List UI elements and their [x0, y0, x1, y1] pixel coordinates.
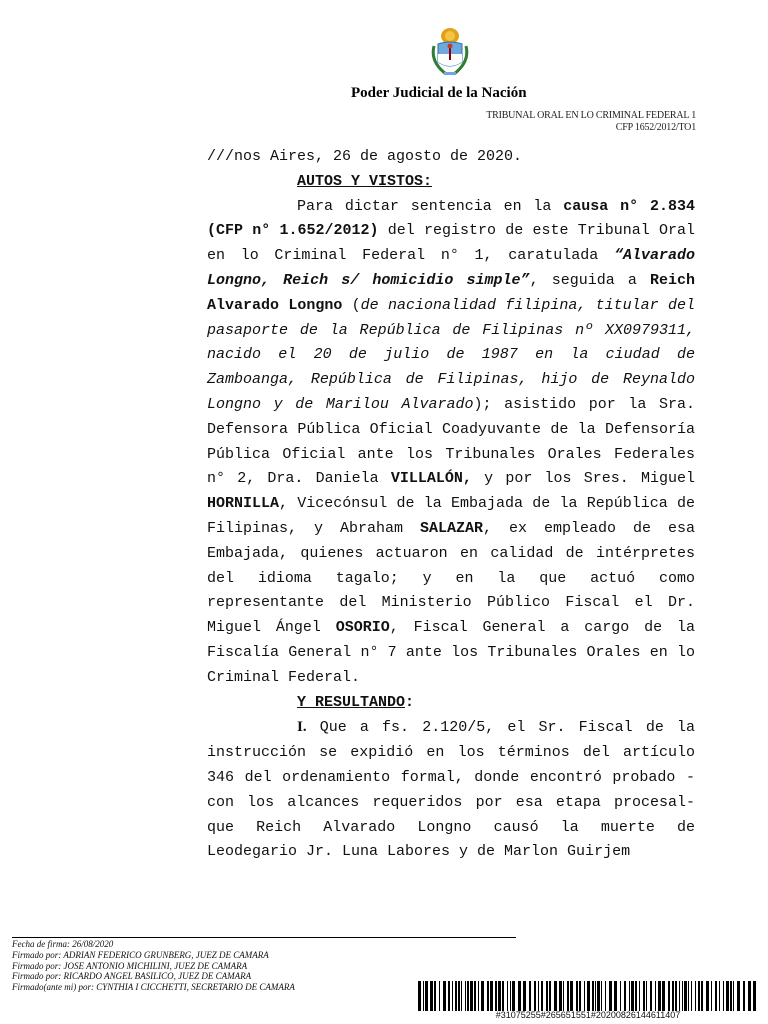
barcode-bar: [605, 981, 606, 1011]
case-number: causa n° 2.834 (CFP n° 1.652/2012): [207, 197, 695, 240]
barcode-bar: [643, 981, 645, 1011]
barcode-bar: [587, 981, 590, 1011]
barcode-bar: [675, 981, 677, 1011]
interpreter-surname-1: HORNILLA: [207, 495, 280, 513]
barcode-bar: [487, 981, 489, 1011]
barcode-bar: [688, 981, 689, 1011]
barcode-bar: [518, 981, 521, 1011]
defendant-details: de nacionalidad filipina, titular del pasaporte de la República de Filipinas nº XX0979311, nacido el 20 de julio de 1987 en la ciudad de Zamboanga, República de Filipinas, hijo de Reynaldo Longno y de Marilou Alvarado: [207, 296, 695, 413]
paragraph-resultando-1: [207, 715, 695, 865]
text-run: (: [342, 296, 361, 314]
barcode-bar: [470, 981, 473, 1011]
text-run: y por los Sres. Miguel: [471, 470, 695, 488]
barcode-bar: [639, 981, 640, 1011]
case-caption: “Alvarado Longno, Reich s/ homicidio simple”: [207, 247, 695, 289]
argentina-coat-of-arms-icon: [430, 24, 470, 80]
barcode-bar: [592, 981, 594, 1011]
barcode-bar: [549, 981, 551, 1011]
barcode-bar: [554, 981, 557, 1011]
barcode-bar: [733, 981, 734, 1011]
barcode-bar: [658, 981, 661, 1011]
signature-line: Firmado por: JOSE ANTONIO MICHILINI, JUEZ DE CAMARA: [12, 960, 248, 971]
barcode-bar: [425, 981, 428, 1011]
barcode-bar: [706, 981, 709, 1011]
barcode-bar: [507, 981, 508, 1011]
barcode-bar: [743, 981, 745, 1011]
barcode-bar: [467, 981, 469, 1011]
heading-autos-y-vistos: [207, 170, 695, 195]
heading-y-resultando: [207, 691, 695, 716]
heading-autos-label: AUTOS Y VISTOS:: [297, 172, 433, 190]
paragraph-autos: [207, 195, 695, 691]
barcode-bar: [452, 981, 453, 1011]
heading-resultando-label: Y RESULTANDO: [297, 693, 406, 711]
barcode-bar: [711, 981, 712, 1011]
barcode-bar: [684, 981, 687, 1011]
barcode-bar: [570, 981, 573, 1011]
defender-surname: VILLALÓN,: [390, 470, 472, 488]
barcode-bar: [668, 981, 670, 1011]
barcode-bar: [465, 981, 466, 1011]
barcode-bar: [512, 981, 515, 1011]
barcode-bar: [737, 981, 740, 1011]
signature-line: Fecha de firma: 26/08/2020: [12, 939, 114, 949]
barcode-bar: [576, 981, 578, 1011]
barcode-bar: [546, 981, 548, 1011]
barcode-bar: [430, 981, 433, 1011]
barcode-bar: [474, 981, 476, 1011]
barcode-bar: [695, 981, 696, 1011]
text-run: , Fiscal General a cargo de la Fiscalía General n° 7 ante los Tribunales Orales en lo Criminal Federal.: [207, 619, 695, 686]
barcode-bar: [595, 981, 596, 1011]
barcode-bar: [601, 981, 602, 1011]
barcode-bar: [495, 981, 497, 1011]
barcode-bar: [523, 981, 526, 1011]
barcode-bar: [455, 981, 457, 1011]
barcode-bar: [629, 981, 630, 1011]
barcode-bar: [631, 981, 634, 1011]
barcode-bar: [753, 981, 756, 1011]
barcode-bar: [461, 981, 462, 1011]
section-number: I.: [297, 719, 307, 736]
barcode-bar: [563, 981, 564, 1011]
barcode-bar: [534, 981, 536, 1011]
barcode-bar: [443, 981, 446, 1011]
text-run: Para dictar sentencia en la: [297, 197, 564, 215]
text-run: del registro de este Tribunal Oral en lo Criminal Federal n° 1, caratulada: [207, 222, 695, 265]
text-run: , seguida a: [529, 271, 650, 289]
prosecutor-surname: OSORIO: [335, 619, 390, 637]
barcode-bar: [748, 981, 751, 1011]
defendant-name: Reich Alvarado Longno: [207, 271, 695, 314]
court-name: TRIBUNAL ORAL EN LO CRIMINAL FEDERAL 1: [486, 110, 696, 121]
barcode-bar: [624, 981, 626, 1011]
barcode-bar: [567, 981, 569, 1011]
barcode-bar: [529, 981, 531, 1011]
barcode-bar: [701, 981, 703, 1011]
text-run: , Vicecónsul de la Embajada de la República de Filipinas, y Abraham: [207, 495, 695, 537]
barcode-bar: [620, 981, 621, 1011]
text-run: ); asistido por la Sra. Defensora Pública Oficial Coadyuvante de la Defensoría Pública Oficial ante los Tribunales Orales Federales n° 2, Dra. Daniela: [207, 395, 695, 488]
text-run: Que a fs. 2.120/5, el Sr. Fiscal de la instrucción se expidió en los términos del artículo 346 del ordenamiento formal, donde encontró probado -con los alcances requeridos por esa etapa procesal- que Reich Alvarado Longno causó la muerte de Leodegario Jr. Luna Labores y de Marlon Guirjem: [207, 719, 695, 861]
barcode-bar: [614, 981, 617, 1011]
barcode-bar: [730, 981, 732, 1011]
barcode-number: #31075255#265651551#20200826144611407: [495, 1010, 681, 1020]
barcode-bar: [650, 981, 652, 1011]
institution-title: Poder Judicial de la Nación: [351, 85, 527, 101]
barcode-bar: [635, 981, 637, 1011]
barcode-bar: [726, 981, 729, 1011]
barcode-bar: [662, 981, 665, 1011]
barcode-bar: [559, 981, 562, 1011]
barcode-bar: [478, 981, 479, 1011]
barcode-bar: [448, 981, 450, 1011]
barcode-bar: [490, 981, 493, 1011]
case-reference: CFP 1652/2012/TO1: [615, 122, 696, 133]
barcode-bar: [719, 981, 720, 1011]
barcode-bar: [723, 981, 724, 1011]
heading-resultando-colon: :: [405, 693, 415, 711]
signature-line: Firmado(ante mi) por: CYNTHIA I CICCHETTI, SECRETARIO DE CAMARA: [12, 982, 295, 993]
barcode-bar: [682, 981, 683, 1011]
barcode-bar: [538, 981, 539, 1011]
barcode-bar: [510, 981, 511, 1011]
barcode-bar: [418, 981, 421, 1011]
barcode-image: [418, 981, 758, 1011]
barcode-bar: [502, 981, 504, 1011]
barcode-bar: [679, 981, 680, 1011]
barcode-bar: [439, 981, 440, 1011]
barcode-bar: [584, 981, 585, 1011]
text-run: , ex empleado de esa Embajada, quienes actuaron en calidad de intérpretes del idioma tagalo; y en la que actuó como representante del Ministerio Público Fiscal el Dr. Miguel Ángel: [207, 519, 696, 637]
barcode-bar: [423, 981, 424, 1011]
barcode-bar: [698, 981, 700, 1011]
barcode-bar: [579, 981, 581, 1011]
date-line: ///nos Aires, 26 de agosto de 2020.: [207, 148, 523, 165]
court-header: [486, 110, 696, 134]
barcode-bar: [691, 981, 692, 1011]
footer-divider: [12, 937, 516, 938]
barcode-bar: [672, 981, 674, 1011]
barcode-bar: [715, 981, 717, 1011]
barcode-bar: [541, 981, 543, 1011]
barcode-bar: [481, 981, 484, 1011]
signature-line: Firmado por: RICARDO ANGEL BASILICO, JUEZ DE CAMARA: [12, 971, 252, 982]
barcode-bar: [597, 981, 600, 1011]
barcode-bar: [434, 981, 436, 1011]
document-body: [207, 145, 695, 865]
interpreter-surname-2: SALAZAR: [420, 519, 484, 537]
barcode-bar: [655, 981, 656, 1011]
barcode-bar: [646, 981, 647, 1011]
signature-block: [12, 939, 295, 993]
barcode-bar: [609, 981, 612, 1011]
barcode-bar: [498, 981, 501, 1011]
signature-line: Firmado por: ADRIAN FEDERICO GRUNBERG, JUEZ DE CAMARA: [12, 949, 269, 960]
barcode-bar: [458, 981, 460, 1011]
